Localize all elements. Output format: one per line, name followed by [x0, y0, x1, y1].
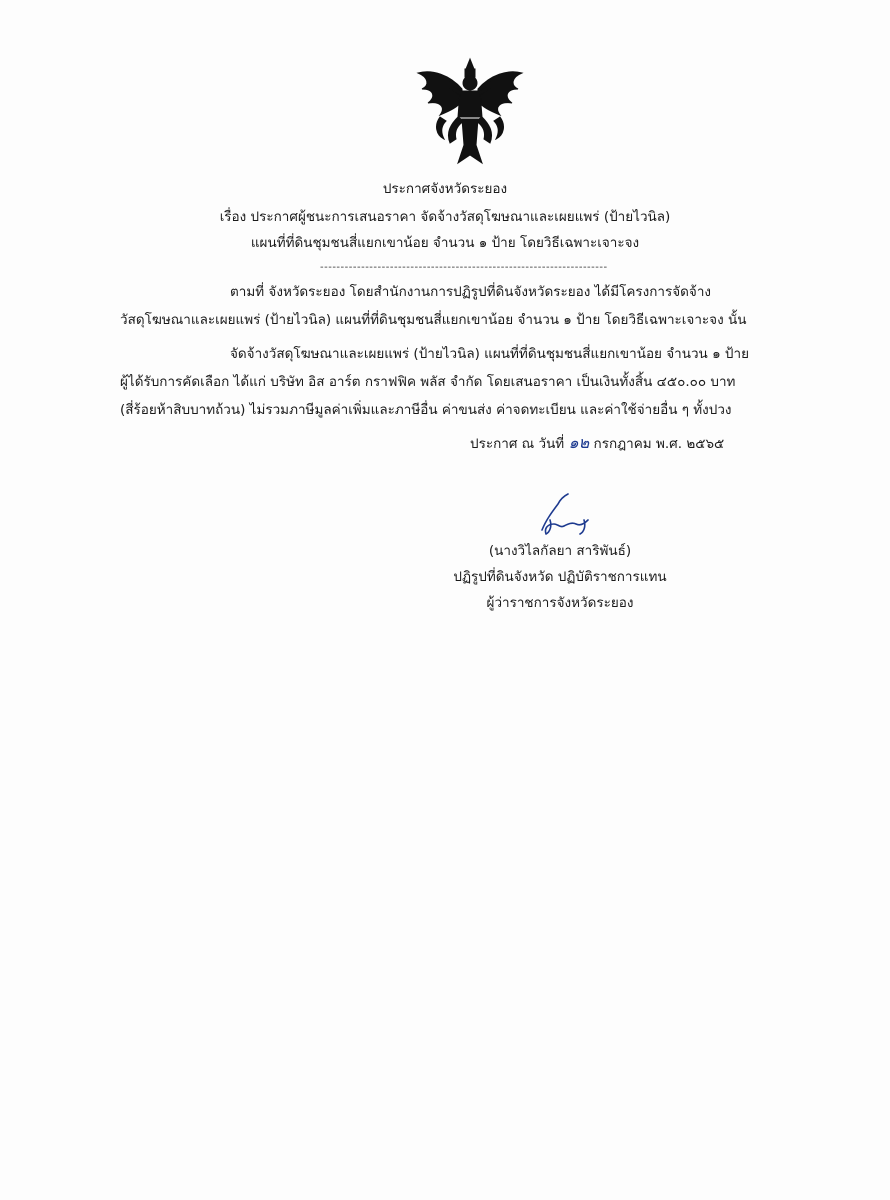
announcement-day-handwritten: ๑๒: [568, 433, 590, 452]
signature-icon: [528, 490, 598, 538]
document-title: ประกาศจังหวัดระยอง: [382, 181, 508, 197]
signer-position-1: ปฏิรูปที่ดินจังหวัด ปฏิบัติราชการแทน: [453, 569, 667, 585]
document-subject-line-2: แผนที่ที่ดินชุมชนสี่แยกเขาน้อย จำนวน ๑ ป้าย โดยวิธีเฉพาะเจาะจง: [250, 235, 640, 251]
paragraph-1-line-2: วัสดุโฆษณาและเผยแพร่ (ป้ายไวนิล) แผนที่ที่ดินชุมชนสี่แยกเขาน้อย จำนวน ๑ ป้าย โดยวิธีเฉพาะเจาะจง นั้น: [120, 312, 747, 328]
signer-position-2: ผู้ว่าราชการจังหวัดระยอง: [486, 595, 634, 611]
document-subject-line-1: เรื่อง ประกาศผู้ชนะการเสนอราคา จัดจ้างวัสดุโฆษณาและเผยแพร่ (ป้ายไวนิล): [219, 209, 671, 225]
announcement-date-prefix: ประกาศ ณ วันที่: [470, 436, 565, 452]
paragraph-1-line-1: ตามที่ จังหวัดระยอง โดยสำนักงานการปฏิรูปที่ดินจังหวัดระยอง ได้มีโครงการจัดจ้าง: [230, 284, 711, 300]
paragraph-2-line-1: จัดจ้างวัสดุโฆษณาและเผยแพร่ (ป้ายไวนิล) แผนที่ที่ดินชุมชนสี่แยกเขาน้อย จำนวน ๑ ป้าย: [230, 346, 749, 362]
announcement-date-suffix: กรกฎาคม พ.ศ. ๒๕๖๕: [593, 436, 725, 452]
paragraph-2-line-2: ผู้ได้รับการคัดเลือก ได้แก่ บริษัท อิส อาร์ต กราฟฟิค พลัส จำกัด โดยเสนอราคา เป็นเงินทั้งสิ้น ๔๕๐.๐๐ บาท: [120, 374, 736, 390]
signer-name: (นางวิไลกัลยา สาริพันธ์): [488, 543, 632, 559]
section-divider: ----------------------------------------------------------------------: [320, 262, 608, 273]
announcement-date: [470, 434, 724, 453]
garuda-emblem-icon: [410, 55, 530, 167]
paragraph-2-line-3: (สี่ร้อยห้าสิบบาทถ้วน) ไม่รวมภาษีมูลค่าเพิ่มและภาษีอื่น ค่าขนส่ง ค่าจดทะเบียน และค่าใช้จ่ายอื่น ๆ ทั้งปวง: [120, 402, 732, 418]
